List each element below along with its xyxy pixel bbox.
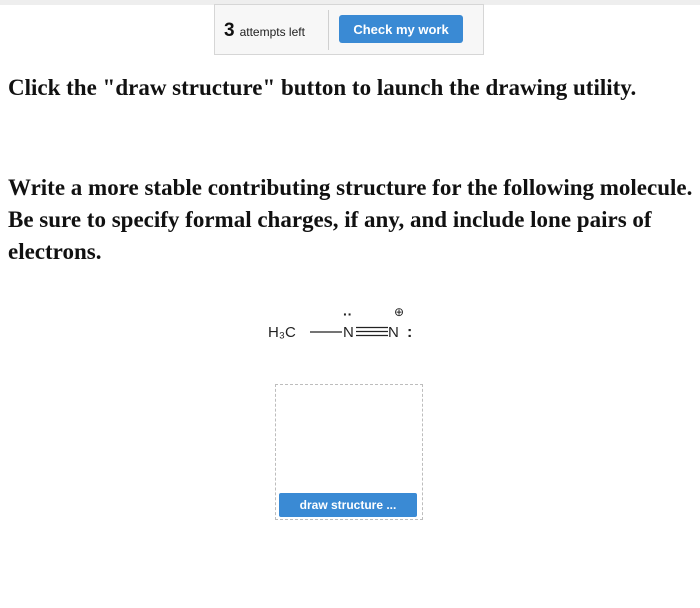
nitrogen-1: N <box>343 324 354 341</box>
toolbar-divider <box>328 10 329 50</box>
methyl-label: H₃C <box>268 324 296 341</box>
instruction-draw-utility: Click the "draw structure" button to launch the drawing utility. <box>8 75 637 100</box>
check-my-work-button[interactable]: Check my work <box>339 15 463 43</box>
nitrogen-2: N <box>388 324 399 341</box>
positive-charge-icon: ⊕ <box>394 305 405 319</box>
attempts-label: attempts left <box>239 25 305 39</box>
attempts-count: 3 <box>224 20 235 41</box>
molecule-structure <box>262 300 442 350</box>
attempts-indicator <box>224 20 305 40</box>
n2-lone-pair: : <box>407 324 413 341</box>
draw-structure-button[interactable]: draw structure ... <box>279 493 417 517</box>
instruction-question: Write a more stable contributing structure for the following molecule. Be sure to specify formal charges, if any, and include lone pairs of electrons. <box>8 175 693 264</box>
n1-lone-pair: ·· <box>343 306 353 322</box>
